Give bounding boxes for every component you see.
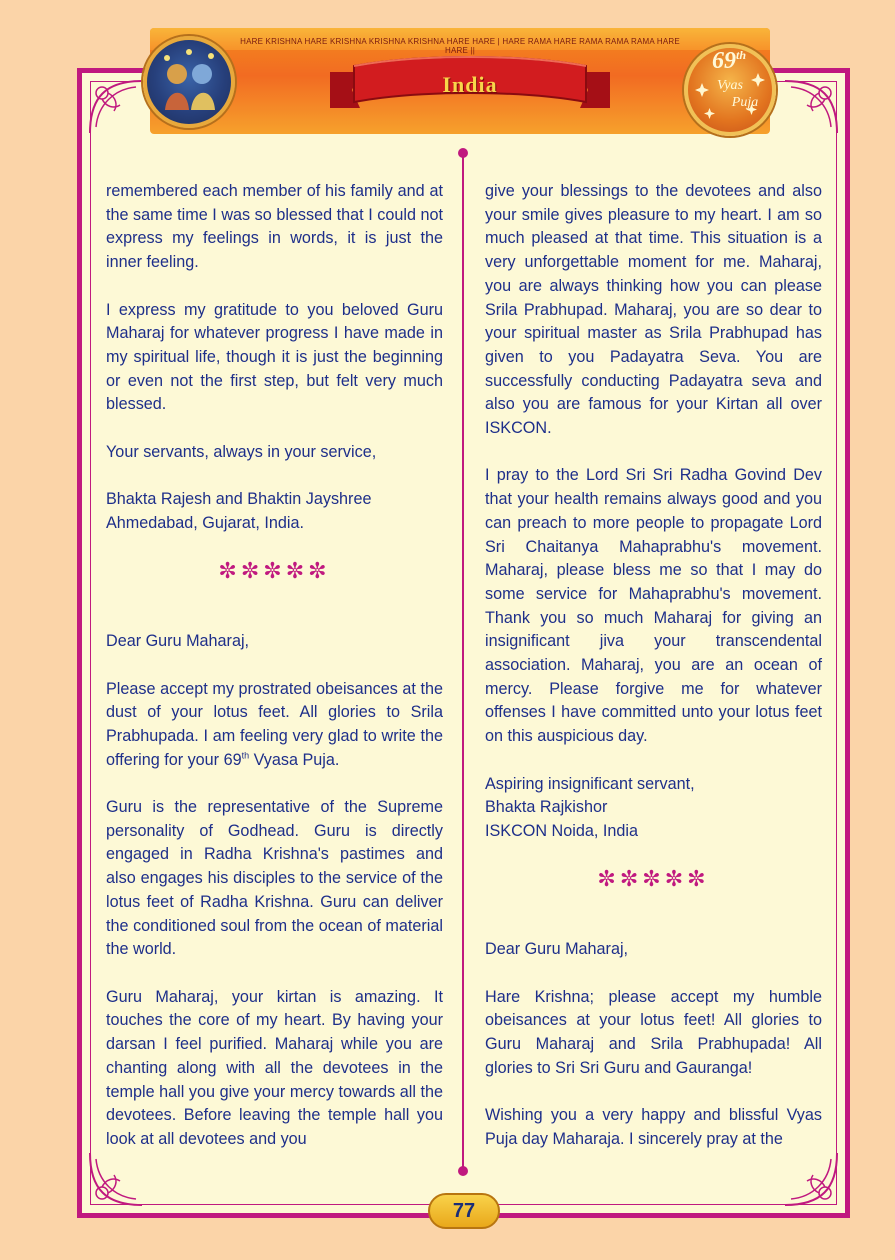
signature-line: Aspiring insignificant servant,	[485, 774, 695, 793]
paragraph: give your blessings to the devotees and also your smile gives pleasure to my heart. I am so much pleased at that time. This situation is a very unforgettable moment for me. Maharaj, you are always thinking how you can please Srila Prabhupad. Maharaj, you are so dear to your spiritual master as Srila Prabhupad has given to you Padayatra Seva. You are successfully conducting Padayatra seva and also you are famous for your Kirtan all over ISKCON.	[485, 182, 822, 438]
anniversary-label-vyas: Vyas	[717, 78, 743, 93]
signature-location: Ahmedabad, Gujarat, India.	[106, 513, 304, 532]
signature-name: Bhakta Rajkishor	[485, 798, 608, 817]
left-column	[106, 180, 443, 1175]
paragraph: Guru is the representative of the Supreme personality of Godhead. Guru is directly engaged in Radha Krishna's pastimes and also engages his disciples to the service of the lotus feet of Radha Krishna. Guru can deliver the conditioned soul from the ocean of material the world.	[106, 798, 443, 959]
anniversary-number: 69th	[711, 48, 746, 74]
paragraph: I pray to the Lord Sri Sri Radha Govind Dev that your health remains always good and you can preach to more people to propagate Lord Sri Chaitanya Mahaprabhu's movement. Maharaj, please bless me so that I may do some service for Mahaprabhu's movement. Thank you so much Maharaj for giving an insignificant jiva your transcendental association. Maharaj, you are an ocean of mercy. Please forgive me for whatever offenses I have committed unto your lotus feet on this auspicious day.	[485, 466, 822, 746]
star-separator: ✼✼✼✼✼	[218, 558, 331, 584]
greeting: Dear Guru Maharaj,	[485, 940, 629, 959]
star-separator: ✼✼✼✼✼	[597, 866, 710, 892]
paragraph: Hare Krishna; please accept my humble obeisances at your lotus feet! All glories to Guru Maharaj and Srila Prabhupada! All glories to Sri Sri Guru and Gauranga!	[485, 987, 822, 1077]
closing-line: Your servants, always in your service,	[106, 442, 377, 461]
column-divider	[462, 152, 464, 1170]
signature-location: ISKCON Noida, India	[485, 821, 638, 840]
paragraph: Guru Maharaj, your kirtan is amazing. It touches the core of my heart. By having your darsan I feel purified. Maharaj while you are chanting along with all the devotees in the temple hall you give your mercy towards all the devotees. Before leaving the temple hall you look at all devotees and you	[106, 987, 443, 1148]
anniversary-label-puja: Puja	[731, 95, 759, 110]
paragraph: I express my gratitude to you beloved Guru Maharaj for whatever progress I have made in my spiritual life, though it is just the beginning or even not the first step, but felt very much blessed.	[106, 300, 443, 414]
greeting: Dear Guru Maharaj,	[106, 632, 250, 651]
corner-ornament-icon	[781, 77, 841, 137]
deity-image-icon	[147, 40, 231, 124]
paragraph: Wishing you a very happy and blissful Vyas Puja day Maharaja. I sincerely pray at the	[485, 1106, 822, 1148]
signature-line: Bhakta Rajesh and Bhaktin Jayshree	[106, 490, 372, 509]
right-column	[485, 180, 822, 1175]
corner-ornament-icon	[86, 77, 146, 137]
paragraph: remembered each member of his family and at the same time I was so blessed that I could not express my feelings in words, it is just the inner feeling.	[106, 182, 443, 272]
divider-dot-top	[458, 148, 468, 158]
section-title: India	[442, 72, 498, 97]
divider-dot-bottom	[458, 1166, 468, 1176]
deity-medallion	[143, 36, 235, 128]
paragraph: Please accept my prostrated obeisances at the dust of your lotus feet. All glories to Srila Prabhupada. I am feeling very glad to write the offering for your 69th Vyasa Puja.	[106, 679, 443, 769]
mantra-text: HARE KRISHNA HARE KRISHNA KRISHNA KRISHNA HARE HARE | HARE RAMA HARE RAMA RAMA RAMA HARE HARE ||	[240, 37, 680, 55]
page-number: 77	[428, 1193, 500, 1229]
